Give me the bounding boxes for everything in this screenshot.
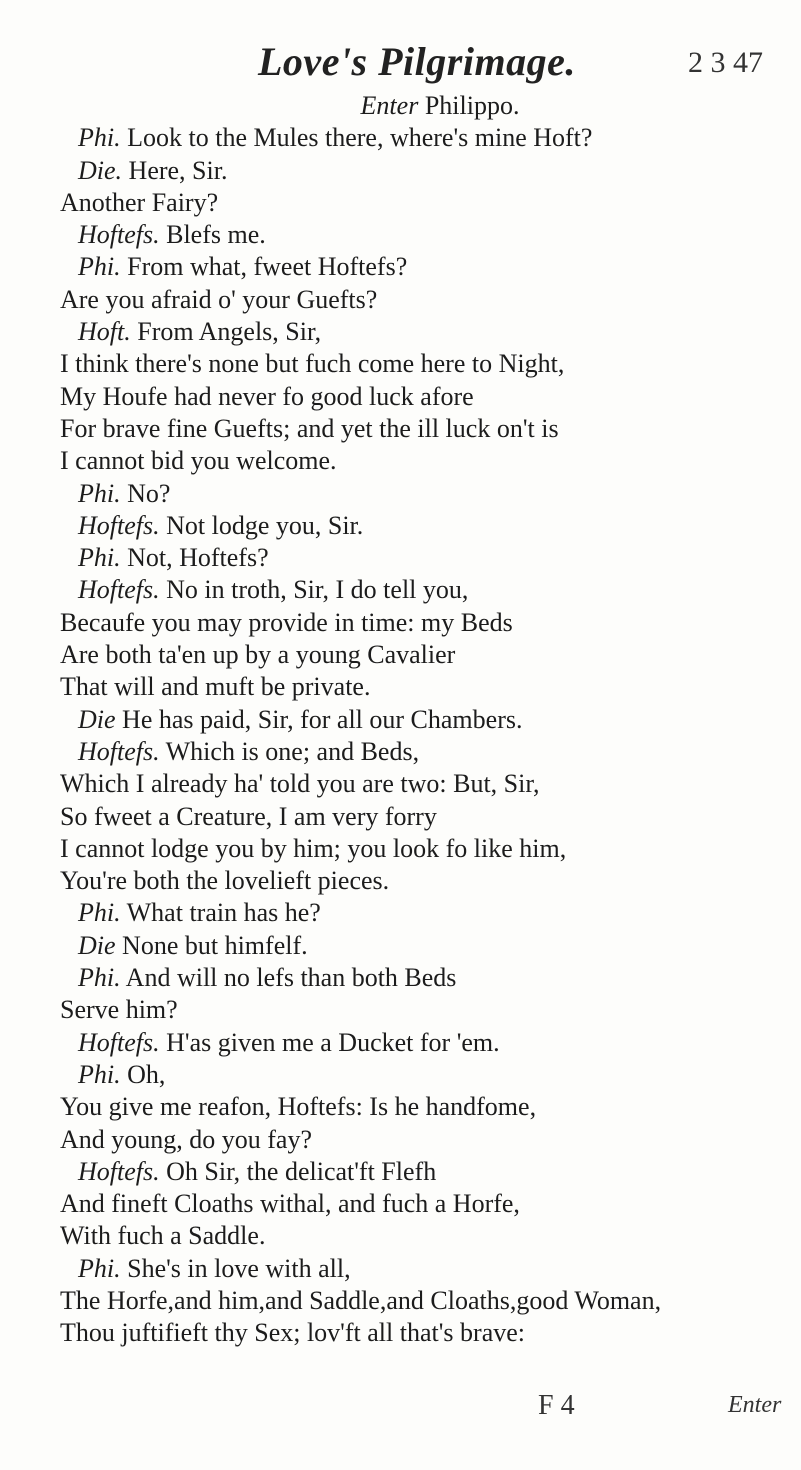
text-line <box>60 122 780 154</box>
line-text: None but himfelf. <box>115 930 308 960</box>
text-line <box>60 639 780 671</box>
line-text: Look to the Mules there, where's mine Hoft? <box>120 123 593 153</box>
text-line <box>60 510 780 542</box>
line-text: You're both the loveliеft pieces. <box>60 866 390 896</box>
play-text <box>60 90 780 1350</box>
line-text: Another Fairy? <box>60 187 219 217</box>
speaker-name: Phi. <box>78 1253 121 1283</box>
line-text: Becaufe you may provide in time: my Beds <box>60 607 513 637</box>
text-line <box>60 316 780 348</box>
line-text: The Horfe,and him,and Saddle,and Cloaths,good Woman, <box>60 1285 662 1315</box>
line-text: Not lodge you, Sir. <box>159 510 364 540</box>
line-text: Which is one; and Beds, <box>159 736 420 766</box>
line-text: I think there's none but fuch come here to Night, <box>60 349 565 379</box>
speaker-name: Hoftefs. <box>78 1156 160 1186</box>
line-text: That will and muft be private. <box>60 672 371 702</box>
text-line <box>60 478 780 510</box>
text-line <box>60 1027 780 1059</box>
text-line <box>60 1156 780 1188</box>
line-text: Serve him? <box>60 995 178 1025</box>
line-text: From what, fweet Hoftefs? <box>120 252 408 282</box>
text-line <box>60 187 780 219</box>
speaker-name: Die <box>78 704 116 734</box>
speaker-name: Phi. <box>78 543 121 573</box>
catchword: Enter <box>728 1392 782 1418</box>
line-text: Thou juftifieft thy Sex; lov'ft all that's brave: <box>60 1318 525 1348</box>
speaker-name: Phi. <box>78 898 121 928</box>
line-text: What train has he? <box>120 898 321 928</box>
text-line <box>60 251 780 283</box>
speaker-name: Phi. <box>78 252 121 282</box>
line-text: Oh Sir, the delicat'ft Flefh <box>159 1156 437 1186</box>
speaker-name: Phi. <box>78 963 121 993</box>
line-text: I cannot bid you welcome. <box>60 446 337 476</box>
text-line <box>60 768 780 800</box>
speaker-name: Hoft. <box>78 317 131 347</box>
text-line <box>60 962 780 994</box>
speaker-name: Phi. <box>78 123 121 153</box>
speaker-name: Enter <box>360 91 419 120</box>
line-text: My Houfe had never fo good luck afore <box>60 381 474 411</box>
text-line <box>60 930 780 962</box>
text-line <box>60 284 780 316</box>
line-text: So fweet a Creature, I am very forry <box>60 801 437 831</box>
line-text: He has paid, Sir, for all our Chambers. <box>115 704 523 734</box>
speaker-name: Die. <box>78 155 123 185</box>
text-line <box>60 1220 780 1252</box>
speaker-name: Phi. <box>78 478 121 508</box>
text-line <box>60 348 780 380</box>
text-line <box>60 219 780 251</box>
speaker-name: Hoftefs. <box>78 736 160 766</box>
text-line <box>60 1059 780 1091</box>
text-line <box>60 994 780 1026</box>
text-line <box>60 1188 780 1220</box>
speaker-name: Hoftefs. <box>78 510 160 540</box>
line-text: Which I already ha' told you are two: But, Sir, <box>60 769 540 799</box>
line-text: And fineft Cloaths withal, and fuch a Horfe, <box>60 1189 520 1219</box>
running-title: Love's Pilgrimage. <box>258 39 576 84</box>
line-text: Here, Sir. <box>122 155 228 185</box>
text-line <box>60 1091 780 1123</box>
line-text: For brave fine Guefts; and yet the ill luck on't is <box>60 413 559 443</box>
page-number: 2 3 47 <box>688 46 763 79</box>
line-text: Are you afraid o' your Guefts? <box>60 284 378 314</box>
line-text: You give me reafon, Hoftefs: Is he handfome, <box>60 1092 537 1122</box>
text-line <box>60 445 780 477</box>
line-text: Philippo. <box>418 91 520 120</box>
line-text: Blefs me. <box>159 220 266 250</box>
text-line <box>60 413 780 445</box>
text-line <box>60 155 780 187</box>
line-text: I cannot lodge you by him; you look fo like him, <box>60 833 567 863</box>
text-line <box>60 542 780 574</box>
line-text: No in troth, Sir, I do tell you, <box>159 575 469 605</box>
speaker-name: Hoftefs. <box>78 575 160 605</box>
line-text: From Angels, Sir, <box>130 317 322 347</box>
text-line <box>60 801 780 833</box>
speaker-name: Hoftefs. <box>78 1027 160 1057</box>
speaker-name: Hoftefs. <box>78 220 160 250</box>
line-text: Are both ta'en up by a young Cavalier <box>60 640 456 670</box>
line-text: She's in love with all, <box>120 1253 351 1283</box>
line-text: And will no lefs than both Beds <box>120 963 457 993</box>
line-text: And young, do you fay? <box>60 1124 313 1154</box>
signature-mark: F 4 <box>538 1390 575 1421</box>
line-text: No? <box>120 478 171 508</box>
text-line <box>60 897 780 929</box>
text-line <box>60 1124 780 1156</box>
speaker-name: Die <box>78 930 116 960</box>
line-text: H'as given me a Ducket for 'em. <box>159 1027 500 1057</box>
text-line <box>60 381 780 413</box>
speaker-name: Phi. <box>78 1059 121 1089</box>
line-text: Not, Hoftefs? <box>120 543 269 573</box>
text-line <box>60 1285 780 1317</box>
text-line <box>60 865 780 897</box>
stage-direction <box>60 90 780 122</box>
text-line <box>60 704 780 736</box>
text-line <box>60 833 780 865</box>
text-line <box>60 574 780 606</box>
text-line <box>60 671 780 703</box>
text-line <box>60 607 780 639</box>
line-text: With fuch a Saddle. <box>60 1221 266 1251</box>
text-line <box>60 736 780 768</box>
line-text: Oh, <box>120 1059 166 1089</box>
text-line <box>60 1253 780 1285</box>
text-line <box>60 1317 780 1349</box>
